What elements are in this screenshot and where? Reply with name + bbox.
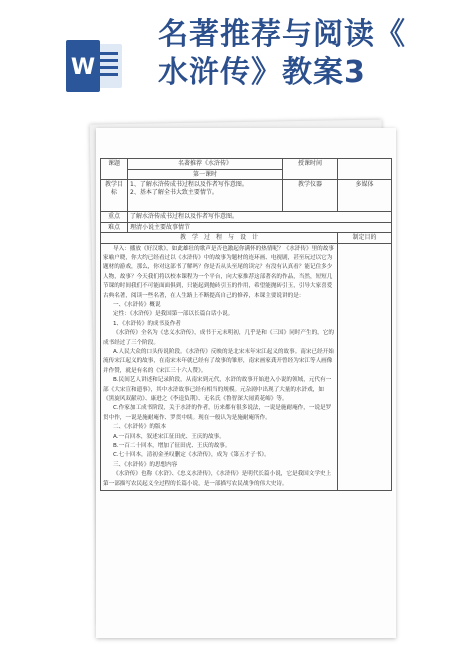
- banner: [0, 0, 474, 118]
- time-label: 授课时间: [283, 159, 338, 180]
- process-header: 教 学 过 程 与 设 计: [101, 233, 338, 244]
- purpose-body: [338, 243, 392, 491]
- paragraph: B.一百二十回本，增加了征田虎、王庆的故事。: [113, 443, 231, 450]
- word-document-icon: [66, 40, 124, 92]
- paragraph: C.作家加工成书阶段，关于水浒的作者，历来都有很多说法，一说是施耐庵作，一说是罗贯中作，一说是施耐庵作、罗贯中续。现在一般认为是施耐庵所作。: [103, 405, 332, 421]
- key-value: 了解水浒传成书过程以及作者写作意图。: [128, 212, 392, 223]
- lesson-plan-table: [100, 158, 392, 491]
- goal-item: 1、了解水浒传成书过程以及作者写作意图。: [130, 181, 248, 188]
- lesson-value: 第一课时: [128, 169, 283, 180]
- page-title: [158, 16, 458, 92]
- paragraph: 《水浒传》全名为《忠义水浒传》，成书于元末明初，几乎是和《三国》同时产生的，它的成书经过了三个阶段。: [103, 330, 334, 346]
- tools-label: 教学仪器: [283, 180, 338, 212]
- tools-value: 多媒体: [338, 180, 392, 212]
- key-label: 重点: [101, 212, 128, 223]
- time-value: [338, 159, 392, 180]
- document-page: [96, 128, 396, 638]
- process-body: [101, 243, 338, 491]
- topic-value: 名著推荐《水浒传》: [128, 159, 283, 170]
- topic-label: 课题: [101, 159, 128, 180]
- paragraph: A.一百回本，叙述宋江征田虎、王庆的故事。: [113, 433, 225, 440]
- goals-cell: [128, 180, 283, 212]
- paragraph: 定性：《水浒传》是我国第一部以长篇白话小说。: [113, 311, 234, 318]
- paragraph: 《水浒传》也称《水浒》、《忠义水浒传》，《水浒传》是明代长篇小说，它是我国文学史上第一部描写农民起义全过程的长篇小说，是一部描写农民战争的伟大史诗。: [103, 471, 332, 487]
- svg-text:W: W: [70, 55, 96, 80]
- goal-label: 教学目标: [101, 180, 128, 212]
- title-line-2: 水浒传》教案3: [158, 55, 366, 90]
- title-line-1: 名著推荐与阅读《: [158, 17, 406, 52]
- difficulty-label: 难点: [101, 222, 128, 233]
- paragraph: 导入：播放《好汉歌》，如此雄壮的歌声是否也激起你满怀的热情呢？《水浒传》里的故事家喻户晓，你大约已经看过以《水浒传》中的故事为题材的连环画、电视剧，甚至玩过以它为题材的游戏，那么，你对这部书了解吗？你是否从头至尾的读完？有没有认真看？能记住多少人物，故事？今天我们将以校本课程为一个平台，向大家推荐这部著名的作品，当然，短短几节课的时间我们不可能面面俱到，只能起到抛砖引玉的作用，希望能抛砖引玉，引导大家喜爱古典名著，阅读一些名著，在人生路上不断提高自己的修养，本课主要说讲的是：: [103, 245, 334, 299]
- paragraph: C.七十回本，清初金圣叹删定《水浒传》，成为《第五才子书》。: [113, 452, 270, 459]
- purpose-header: 制定目的: [338, 233, 392, 244]
- paragraph: 二、《水浒传》的版本: [113, 424, 167, 431]
- paragraph: B.民间艺人讲述和记录阶段，从南宋到元代，水浒的故事开始进入小说的领域，元代有一部《大宋宣和遗事》，其中水浒故事已经有相当的规模。元杂剧中出现了大量的水浒戏，如《黑旋风双献功》、康进之《李逵负荆》、无名氏《鲁智深大闹黄花峪》等。: [103, 377, 332, 402]
- paragraph: A.人民大众的口头传说阶段。《水浒传》反映的是北宋末年宋江起义的故事。南宋已经开始流传宋江起义的故事，在南宋末年就已经有了故事的雏形，南宋画家龚开曾经为宋江等人画像并作赞，就是有名的《宋江三十六人赞》。: [103, 348, 334, 374]
- goal-item: 2、基本了解全书大致主要情节。: [130, 188, 218, 196]
- paragraph: 1、《水浒传》的成书及作者: [113, 320, 181, 327]
- paragraph: 三、《水浒传》的思想内容: [113, 461, 178, 468]
- paragraph: 一、《水浒传》概说: [113, 301, 161, 308]
- difficulty-value: 理清小说主要故事情节: [128, 222, 392, 233]
